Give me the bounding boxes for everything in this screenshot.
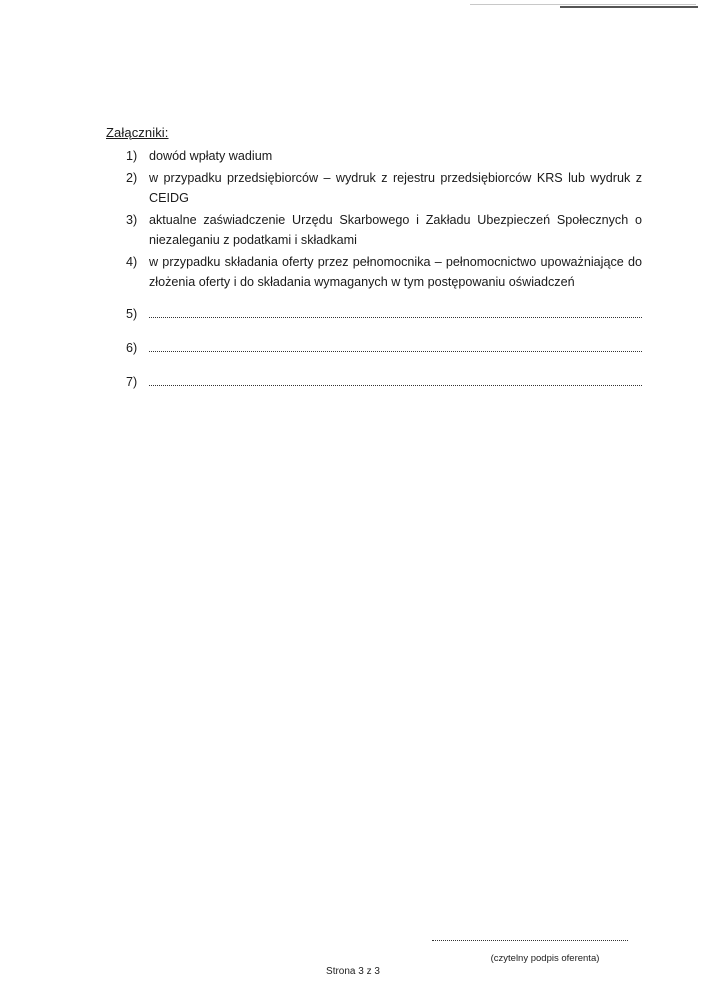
list-item-text: w przypadku przedsiębiorców – wydruk z rejestru przedsiębiorców KRS lub wydruk z CEIDG (149, 171, 642, 205)
list-item-number: 1) (126, 149, 138, 163)
list-item-text: aktualne zaświadczenie Urzędu Skarbowego i Zakładu Ubezpieczeń Społecznych o niezaleganiu z podatkami i składkami (149, 213, 642, 247)
list-item (106, 168, 642, 208)
attachments-list (106, 146, 642, 406)
list-item-number: 2) (126, 171, 138, 185)
signature-caption: (czytelny podpis oferenta) (490, 953, 600, 964)
scan-artifact-line (470, 4, 696, 5)
blank-list-item (106, 372, 642, 392)
signature-line (432, 940, 628, 941)
list-item (106, 146, 642, 166)
list-item-number: 4) (126, 255, 138, 269)
scan-artifact-line (560, 6, 698, 8)
dotted-fill-line (149, 385, 642, 386)
list-item-text: w przypadku składania oferty przez pełnomocnika – pełnomocnictwo upoważniające do złożenia oferty i do składania wymaganych w tym postępowaniu oświadczeń (149, 255, 642, 289)
list-item (106, 252, 642, 292)
list-item-text: dowód wpłaty wadium (149, 149, 273, 163)
blank-list-item (106, 304, 642, 324)
list-item-number: 6) (126, 341, 138, 355)
dotted-fill-line (149, 317, 642, 318)
list-item-number: 3) (126, 213, 138, 227)
dotted-fill-line (149, 351, 642, 352)
page-number: Strona 3 z 3 (326, 966, 380, 977)
blank-list-item (106, 338, 642, 358)
list-item-number: 7) (126, 375, 138, 389)
list-item-number: 5) (126, 307, 138, 321)
list-item (106, 210, 642, 250)
attachments-heading: Załączniki: (106, 125, 169, 140)
